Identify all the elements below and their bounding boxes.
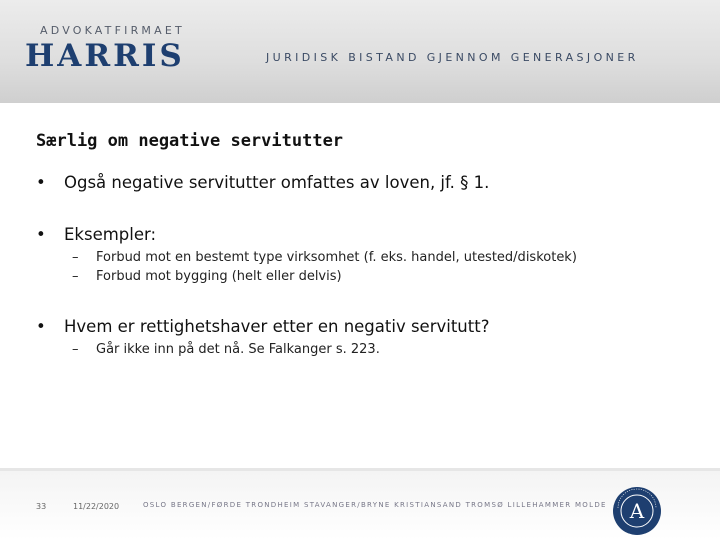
footer-date: 11/22/2020 (73, 502, 120, 511)
office-list: OSLO BERGEN/FØRDE TRONDHEIM STAVANGER/BRYNE KRISTIANSAND TROMSØ LILLEHAMMER MOLDE (143, 501, 607, 509)
firm-tagline: JURIDISK BISTAND GJENNOM GENERASJONER (266, 51, 639, 64)
firm-label-small: ADVOKATFIRMAET (40, 24, 185, 37)
seal-letter: A (629, 499, 645, 523)
bullet-text: Også negative servitutter omfattes av loven, jf. § 1. (64, 173, 490, 192)
bullet-marker: • (36, 173, 46, 192)
sub-bullet-marker: – (72, 342, 79, 357)
page-number: 33 (36, 502, 47, 511)
slide-title: Særlig om negative servitutter (36, 131, 344, 151)
firm-name-logo: HARRIS (25, 38, 185, 74)
sub-bullet-text: Forbud mot en bestemt type virksomhet (f. eks. handel, utested/diskotek) (96, 250, 577, 265)
bullet-marker: • (36, 225, 46, 244)
bullet-marker: • (36, 317, 46, 336)
sub-bullet-marker: – (72, 269, 79, 284)
harris-seal-icon (612, 486, 662, 536)
bullet-text: Eksempler: (64, 225, 157, 244)
bullet-text: Hvem er rettighetshaver etter en negativ servitutt? (64, 317, 490, 336)
slide-header (0, 0, 720, 103)
sub-bullet-text: Går ikke inn på det nå. Se Falkanger s. 223. (96, 342, 380, 357)
sub-bullet-marker: – (72, 250, 79, 265)
sub-bullet-text: Forbud mot bygging (helt eller delvis) (96, 269, 342, 284)
